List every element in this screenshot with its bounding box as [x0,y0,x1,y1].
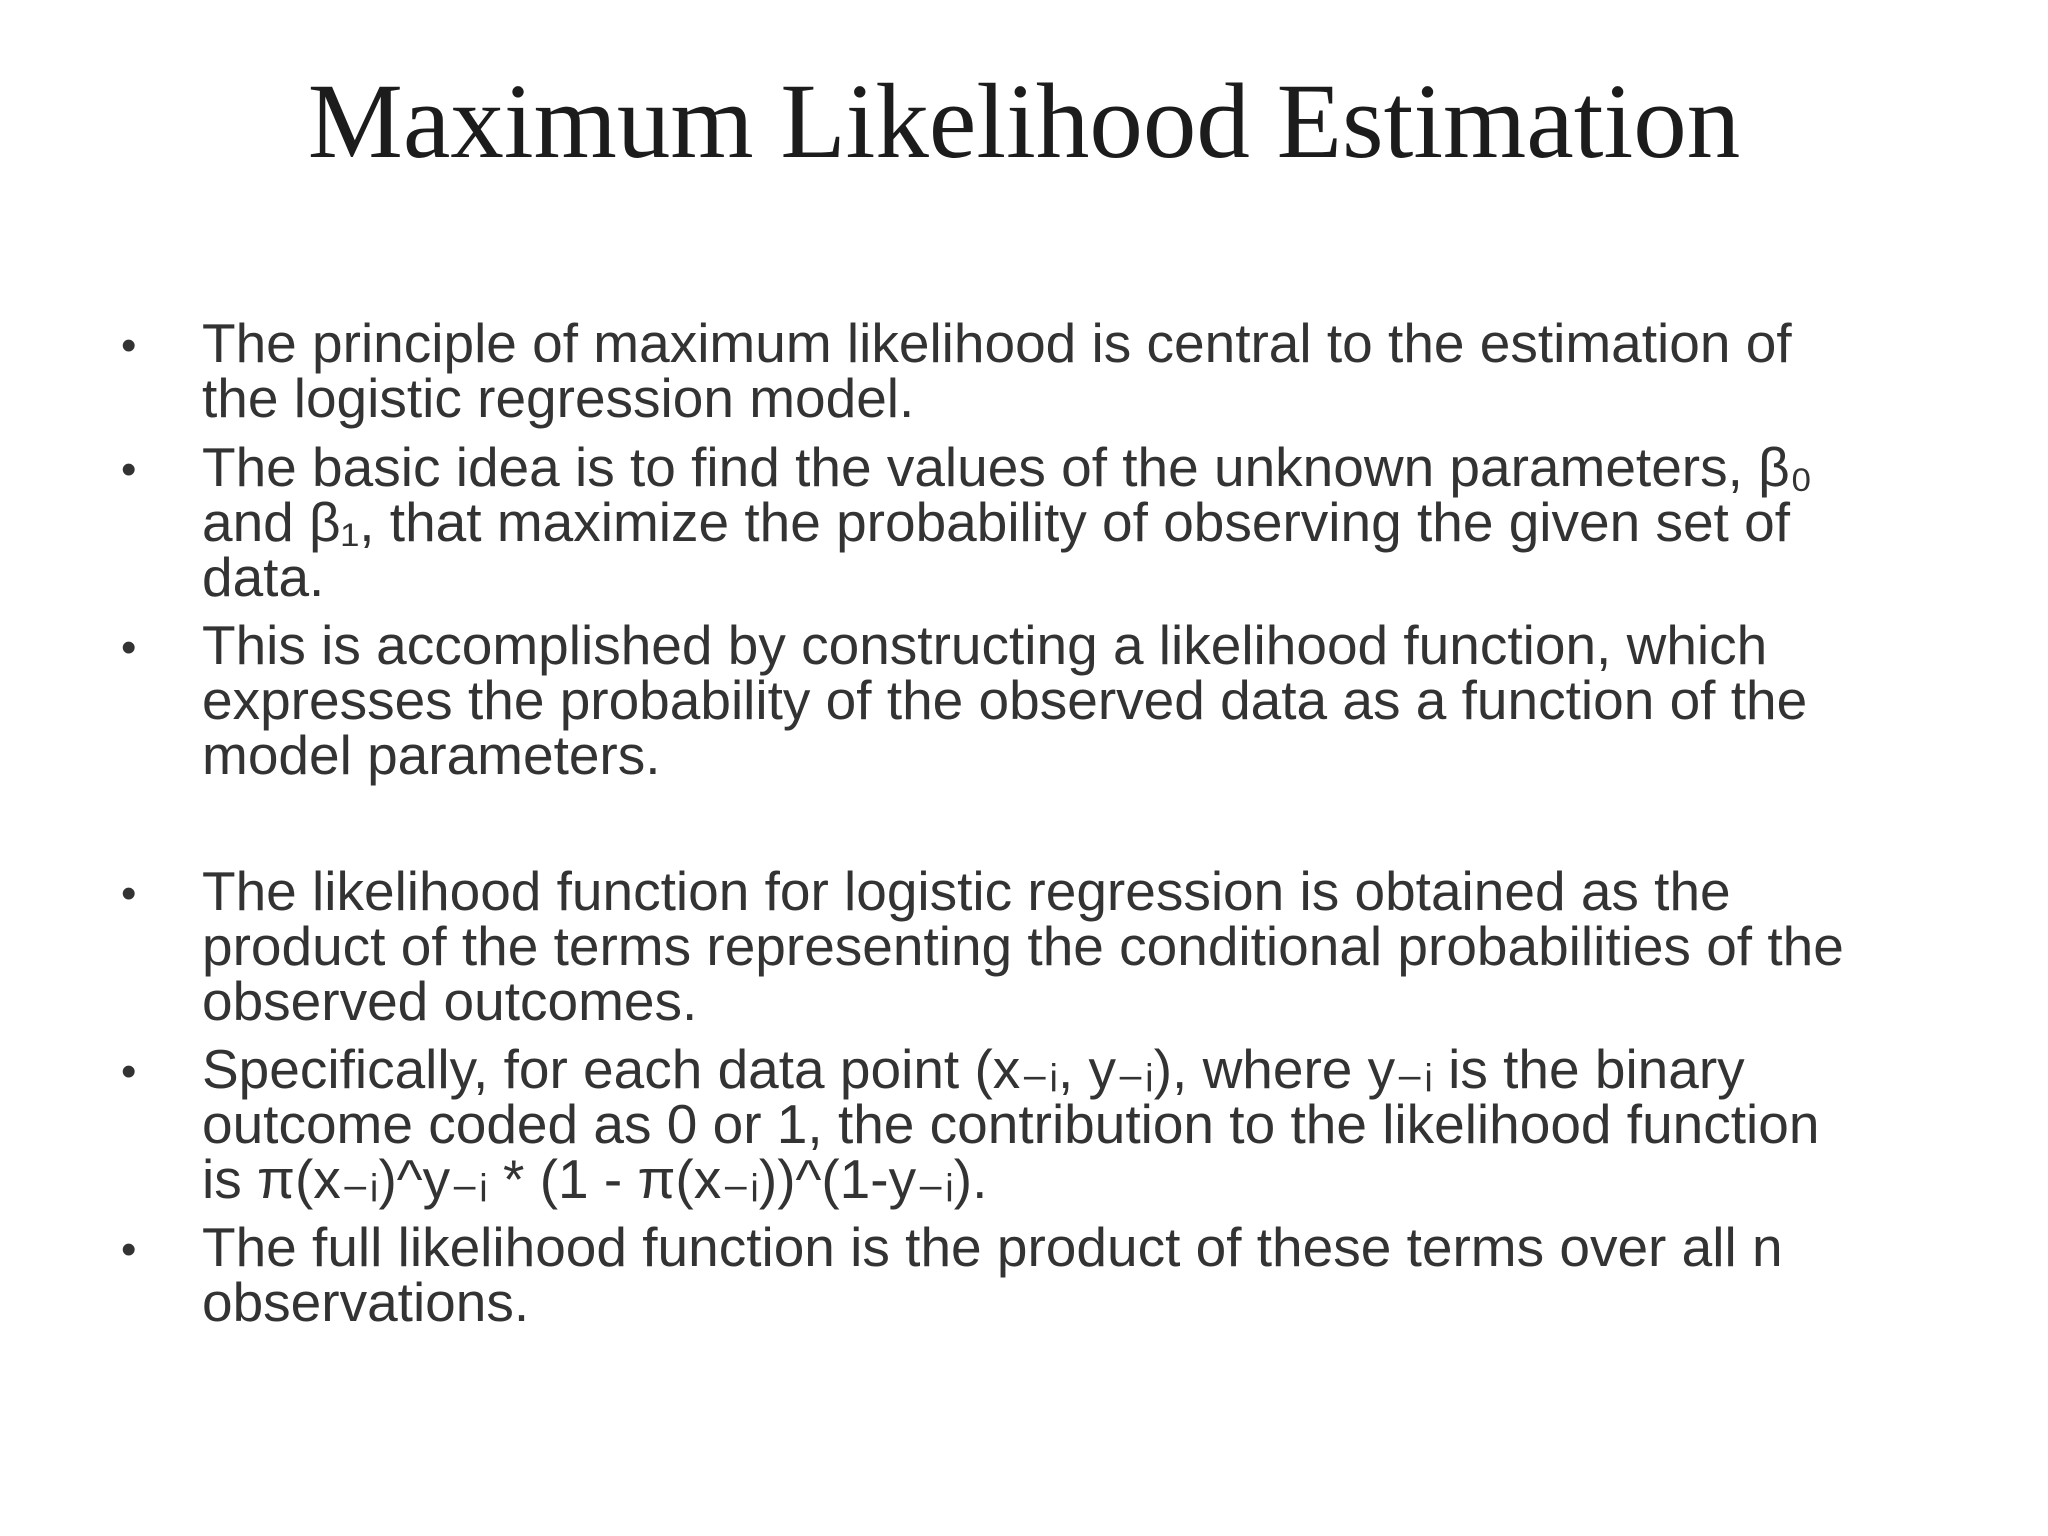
bullet-text: The likelihood function for logistic regression is obtained as the product of the terms representing the conditional probabilities of the observed outcomes. [202,860,1844,1032]
slide-title: Maximum Likelihood Estimation [307,63,1741,181]
bullet-icon: • [121,869,137,918]
bullet-text: The principle of maximum likelihood is central to the estimation of the logistic regression model. [202,312,1792,429]
bullet-text: The basic idea is to find the values of the unknown parameters, β₀ and β₁, that maximize the probability of observing the given set of data. [202,436,1813,608]
bullet-icon: • [121,623,137,672]
bullet-text: The full likelihood function is the product of these terms over all n observations. [202,1216,1783,1333]
bullet-text: This is accomplished by constructing a likelihood function, which expresses the probability of the observed data as a function of the model parameters. [202,614,1808,786]
bullet-icon: • [121,321,137,370]
bullet-icon: • [121,1225,137,1274]
bullet-text: Specifically, for each data point (x₋ᵢ, y₋ᵢ), where y₋ᵢ is the binary outcome coded as 0 or 1, the contribution to the likelihood function is π(x₋ᵢ)^y₋ᵢ * (1 - π(x₋ᵢ))^(1-y₋ᵢ). [202,1038,1820,1210]
bullet-icon: • [121,445,137,494]
bullet-icon: • [121,1047,137,1096]
